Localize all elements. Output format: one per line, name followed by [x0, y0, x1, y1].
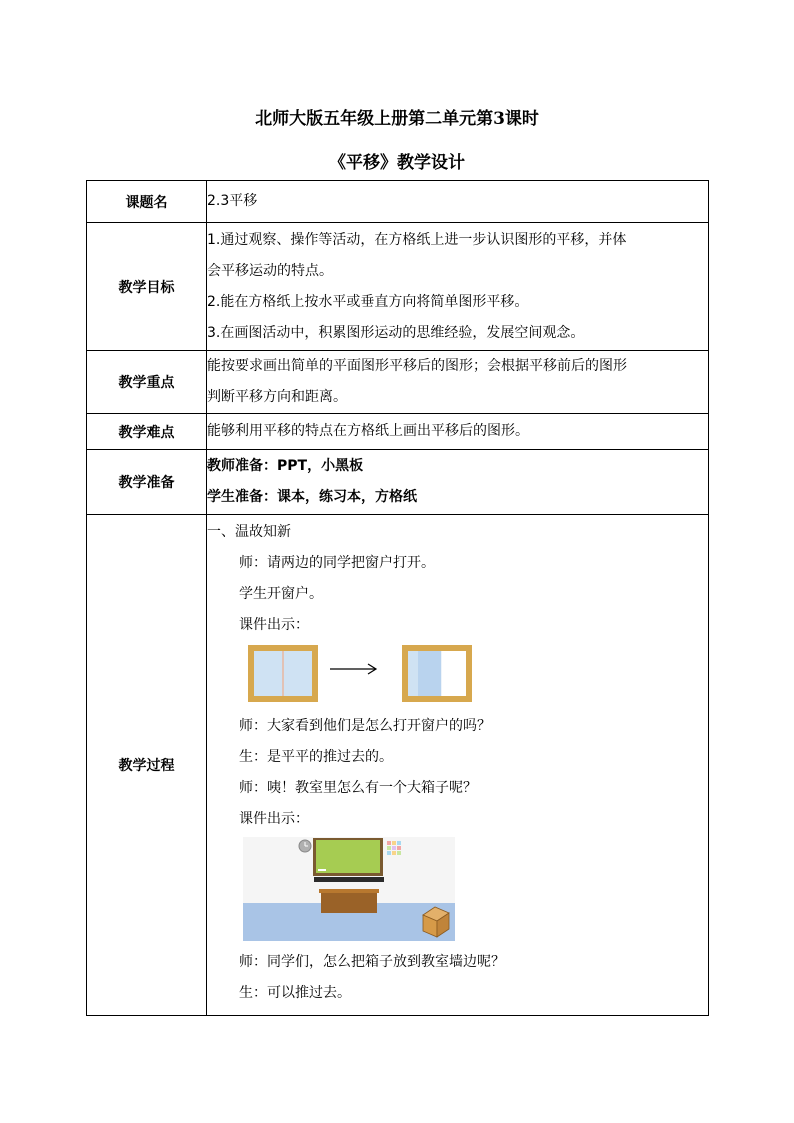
process-line: 师：咦！教室里怎么有一个大箱子呢？: [239, 780, 477, 796]
table-row-preparation: [87, 450, 709, 515]
goal-line: 3.在画图活动中，积累图形运动的思维经验，发展空间观念。: [207, 324, 585, 341]
label-process: 教学过程: [87, 515, 207, 1016]
goal-line: 会平移运动的特点。: [207, 262, 333, 279]
value-process: [207, 515, 709, 1016]
process-line: 生：可以推过去。: [239, 985, 351, 1001]
process-line: 课件出示：: [239, 811, 309, 827]
key-point-line: 判断平移方向和距离。: [207, 389, 347, 405]
process-line: 师：请两边的同学把窗户打开。: [239, 555, 435, 571]
process-line: 课件出示：: [239, 617, 309, 633]
arrow-right-icon: [330, 664, 376, 674]
table-row-topic: [87, 181, 709, 223]
label-key-points: 教学重点: [87, 351, 207, 414]
document-title: 北师大版五年级上册第二单元第3课时: [255, 109, 539, 129]
value-key-points: [207, 351, 709, 414]
process-line: 生：是平平的推过去的。: [239, 749, 393, 765]
value-topic: 2.3平移: [207, 181, 709, 223]
table-row-goals: [87, 223, 709, 351]
table-row-difficulties: [87, 414, 709, 450]
value-preparation: [207, 450, 709, 515]
classroom-figure: [207, 835, 708, 947]
process-line: 学生开窗户。: [239, 586, 323, 602]
clock-icon: [299, 840, 311, 852]
process-line: 师：大家看到他们是怎么打开窗户的吗？: [239, 718, 491, 734]
label-preparation: 教学准备: [87, 450, 207, 515]
table-row-key-points: [87, 351, 709, 414]
window-open-image: [402, 645, 472, 702]
key-point-line: 能按要求画出简单的平面图形平移后的图形；会根据平移前后的图形: [207, 358, 627, 374]
table-row-process: [87, 515, 709, 1016]
window-closed-image: [248, 645, 318, 702]
value-difficulties: 能够利用平移的特点在方格纸上画出平移后的图形。: [207, 414, 709, 450]
poster-image: [387, 841, 401, 855]
section-heading: 一、温故知新: [207, 524, 291, 540]
label-goals: 教学目标: [87, 223, 207, 351]
classroom-box-illustration: [243, 837, 455, 941]
teacher-preparation: 教师准备：PPT，小黑板: [207, 458, 364, 474]
lesson-plan-table: [86, 180, 709, 1016]
window-figure: [207, 641, 708, 711]
goal-line: 1.通过观察、操作等活动，在方格纸上进一步认识图形的平移，并体: [207, 231, 627, 248]
blackboard-image: [313, 838, 383, 876]
value-goals: [207, 223, 709, 351]
student-preparation: 学生准备：课本，练习本，方格纸: [207, 489, 417, 505]
label-difficulties: 教学难点: [87, 414, 207, 450]
document-subtitle: 《平移》教学设计: [329, 153, 465, 173]
window-slide-illustration: [247, 644, 487, 706]
label-topic: 课题名: [87, 181, 207, 223]
goal-line: 2.能在方格纸上按水平或垂直方向将简单图形平移。: [207, 293, 529, 310]
process-line: 师：同学们，怎么把箱子放到教室墙边呢？: [239, 954, 505, 970]
